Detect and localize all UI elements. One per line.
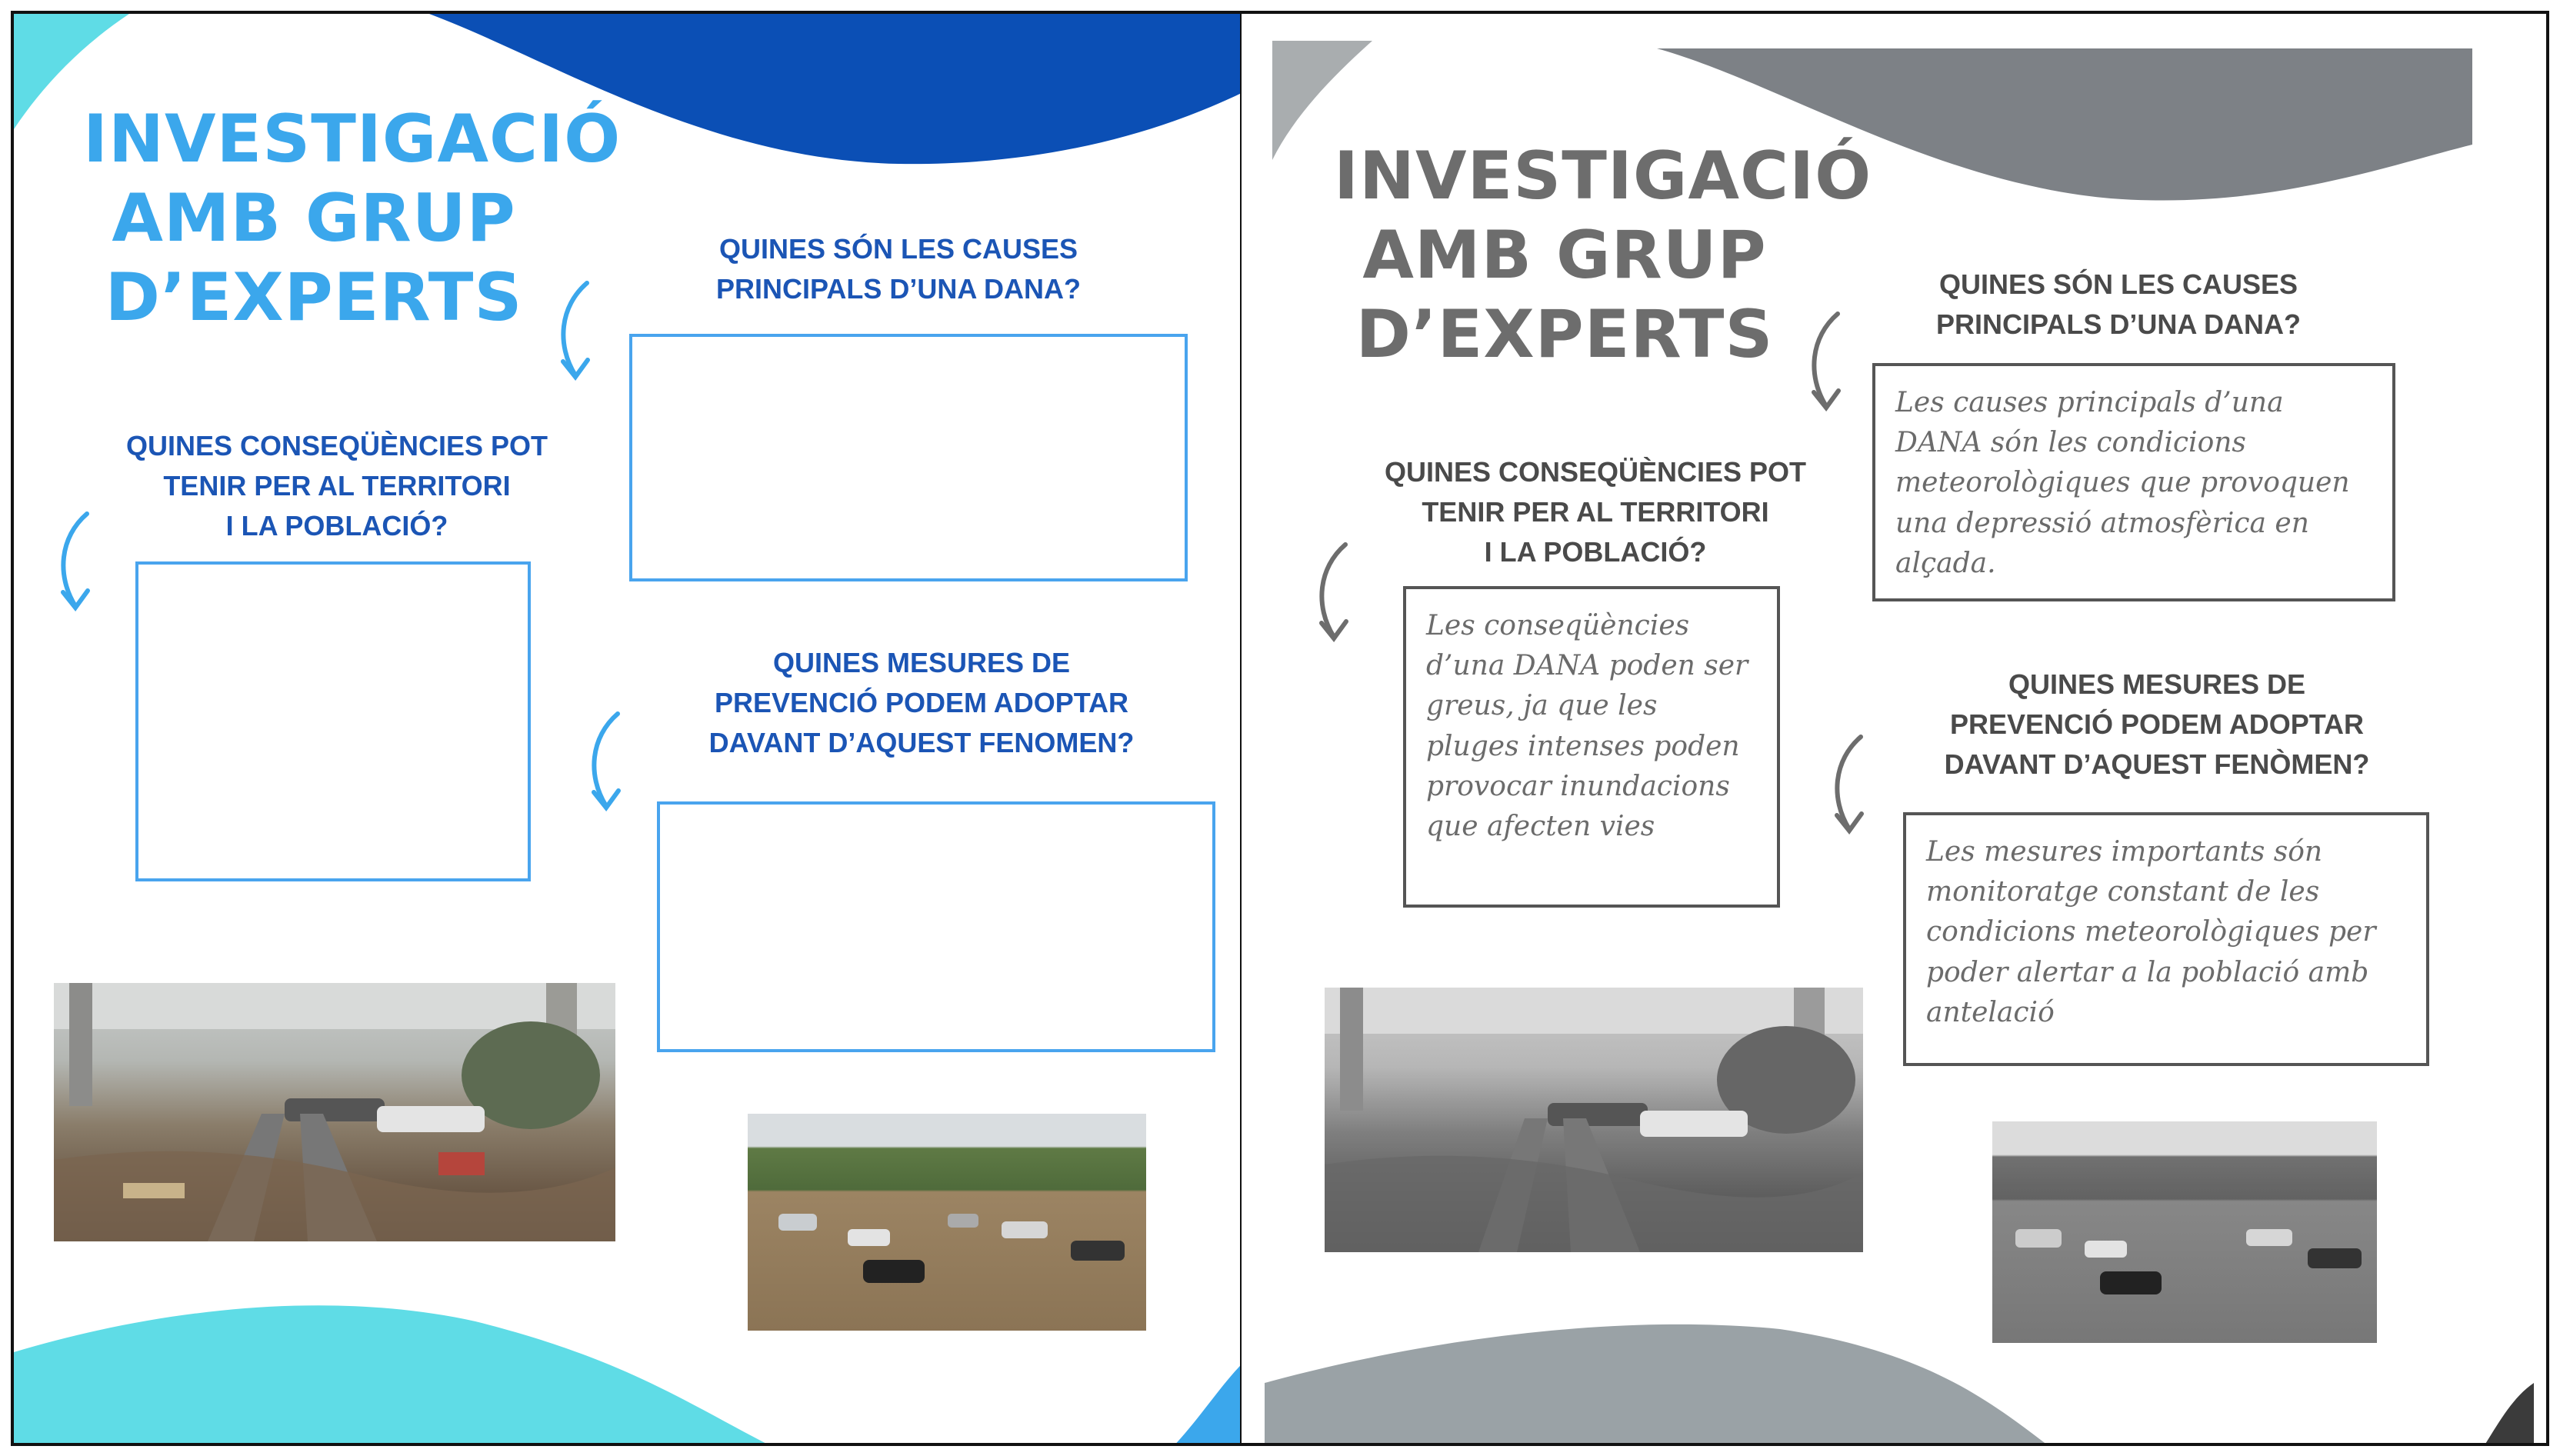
handwritten-answer-consequences: Les conseqüències d’una DANA poden ser greus, ja que les pluges intenses poden provocar inundacions que afecten vies bbox=[1426, 610, 1748, 842]
title-line-2: AMB GRUP bbox=[112, 180, 516, 258]
answer-box-causes[interactable] bbox=[629, 334, 1188, 581]
curved-arrow-icon bbox=[583, 706, 637, 821]
blank-worksheet bbox=[11, 11, 1243, 1446]
completed-worksheet-scan bbox=[1242, 11, 2549, 1446]
handwritten-answer-prevention: Les mesures importants són monitoratge constant de les condicions meteorològiques per poder alertar a la població amb antelació bbox=[1926, 836, 2376, 1028]
answer-box-prevention[interactable] bbox=[1903, 812, 2429, 1066]
curved-arrow-icon bbox=[52, 506, 106, 621]
photo-flooded-street-cars bbox=[1992, 1121, 2377, 1343]
answer-box-consequences[interactable] bbox=[135, 561, 531, 881]
title-line-1: INVESTIGACIÓ bbox=[83, 101, 622, 178]
title-line-2: AMB GRUP bbox=[1362, 217, 1767, 295]
curved-arrow-icon bbox=[1826, 729, 1880, 845]
question-causes: QUINES SÓN LES CAUSES PRINCIPALS D’UNA DANA? bbox=[716, 233, 1081, 305]
title-line-3: D’EXPERTS bbox=[1355, 296, 1774, 374]
curved-arrow-icon bbox=[1803, 306, 1857, 421]
photo-flood-damaged-railway bbox=[54, 983, 615, 1241]
answer-box-consequences[interactable] bbox=[1403, 586, 1780, 908]
answer-box-causes[interactable] bbox=[1872, 363, 2395, 601]
photo-flooded-street-cars bbox=[748, 1114, 1146, 1331]
worksheet-title bbox=[1334, 137, 1872, 375]
question-prevention: QUINES MESURES DE PREVENCIÓ PODEM ADOPTAR DAVANT D’AQUEST FENOMEN? bbox=[708, 647, 1135, 759]
question-causes: QUINES SÓN LES CAUSES PRINCIPALS D’UNA DANA? bbox=[1936, 268, 2301, 341]
question-consequences: QUINES CONSEQÜÈNCIES POT TENIR PER AL TERRITORI I LA POBLACIÓ? bbox=[125, 430, 548, 542]
title-line-3: D’EXPERTS bbox=[105, 259, 523, 337]
curved-arrow-icon bbox=[1311, 537, 1365, 652]
worksheet-title bbox=[83, 100, 622, 338]
photo-flood-damaged-railway bbox=[1325, 988, 1863, 1252]
handwritten-answer-causes: Les causes principals d’una DANA són les condicions meteorològiques que provoquen una depressió atmosfèrica en alçada. bbox=[1895, 387, 2350, 579]
answer-box-prevention[interactable] bbox=[657, 801, 1215, 1052]
question-prevention: QUINES MESURES DE PREVENCIÓ PODEM ADOPTAR DAVANT D’AQUEST FENÒMEN? bbox=[1944, 668, 2370, 781]
question-consequences: QUINES CONSEQÜÈNCIES POT TENIR PER AL TERRITORI I LA POBLACIÓ? bbox=[1384, 456, 1807, 568]
curved-arrow-icon bbox=[552, 275, 606, 391]
title-line-1: INVESTIGACIÓ bbox=[1334, 138, 1872, 215]
